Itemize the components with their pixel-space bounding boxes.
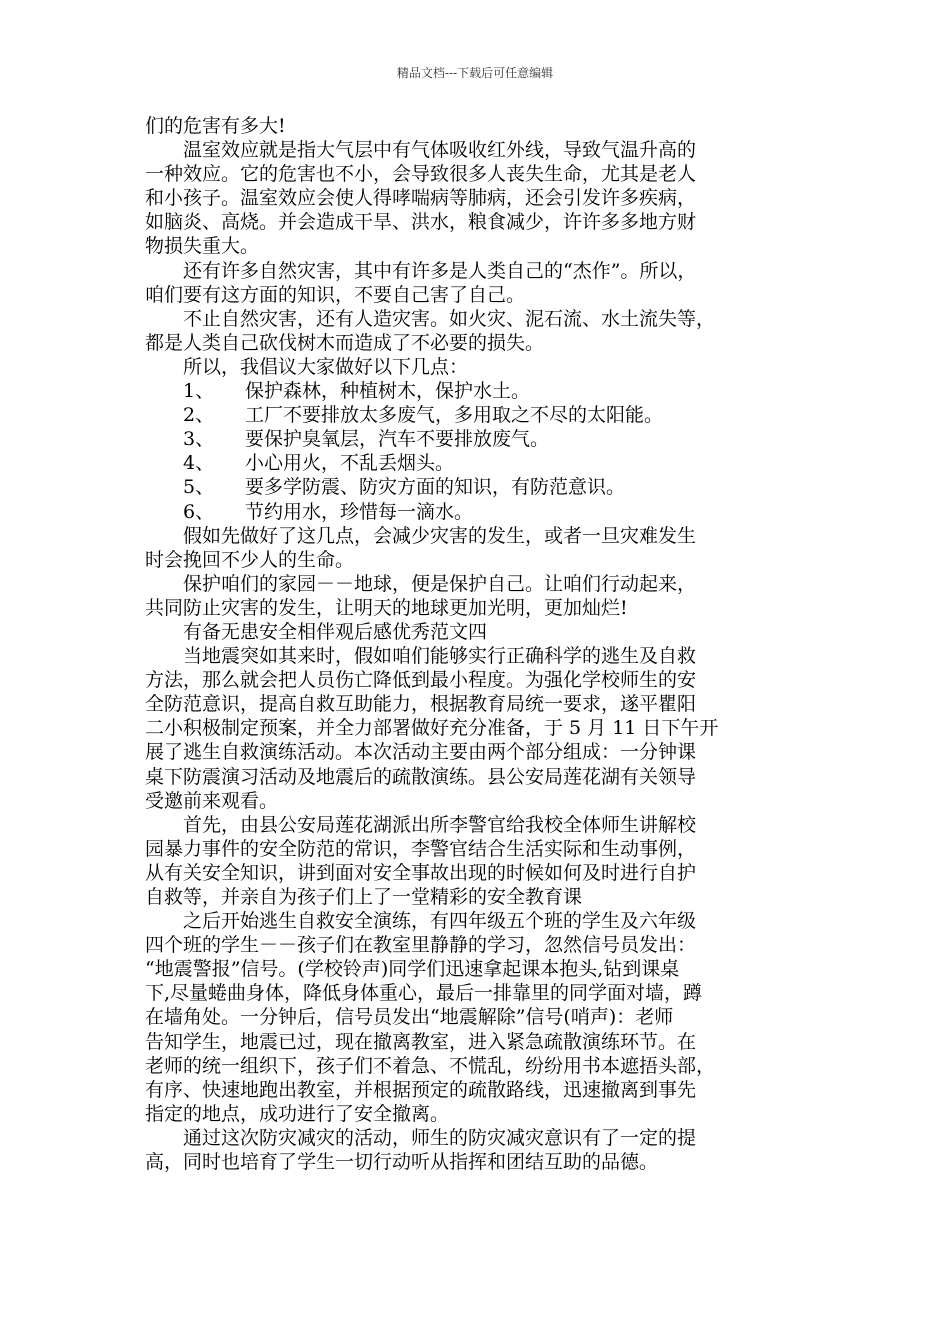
page-header: 精品文档---下载后可任意编辑: [396, 66, 554, 80]
text-line: 和小孩子。温室效应会使人得哮喘病等肺病，还会引发许多疾病，: [145, 187, 697, 210]
text-line: 老师的统一组织下，孩子们不着急、不慌乱，纷纷用书本遮捂头部，: [145, 1054, 716, 1077]
text-line: 四个班的学生－－孩子们在教室里静静的学习，忽然信号员发出：: [145, 934, 697, 957]
text-line: 指定的地点，成功进行了安全撤离。: [145, 1102, 450, 1125]
text-line: 当地震突如其来时，假如咱们能够实行正确科学的逃生及自救: [183, 645, 697, 668]
list-number: 6、: [183, 500, 215, 523]
text-line: 物损失重大。: [145, 235, 260, 258]
text-line: 保护咱们的家园－－地球，便是保护自己。让咱们行动起来，: [183, 572, 697, 595]
text-line: 通过这次防灾减灾的活动，师生的防灾减灾意识有了一定的提: [183, 1126, 697, 1149]
text-line: 咱们要有这方面的知识，不要自己害了自己。: [145, 283, 526, 306]
text-line: 有序、快速地跑出教室，并根据预定的疏散路线，迅速撤离到事先: [145, 1078, 697, 1101]
document-body: [145, 114, 815, 1174]
list-number: 3、: [183, 428, 215, 451]
text-line: 受邀前来观看。: [145, 789, 279, 812]
text-line: 桌下防震演习活动及地震后的疏散演练。县公安局莲花湖有关领导: [145, 765, 697, 788]
text-line: 温室效应就是指大气层中有气体吸收红外线，导致气温升高的: [183, 139, 697, 162]
text-line: 从有关安全知识，讲到面对安全事故出现的时候如何及时进行自护: [145, 861, 697, 884]
text-line: 都是人类自己砍伐树木而造成了不必要的损失。: [145, 331, 545, 354]
text-line: 所以，我倡议大家做好以下几点：: [183, 355, 469, 378]
text-line: 在墙角处。一分钟后，信号员发出“地震解除”信号(哨声)：老师: [145, 1006, 674, 1029]
list-number: 1、: [183, 380, 215, 403]
list-number: 2、: [183, 404, 215, 427]
text-line: 告知学生，地震已过，现在撤离教室，进入紧急疏散演练环节。在: [145, 1030, 697, 1053]
text-line: 一种效应。它的危害也不小，会导致很多人丧失生命，尤其是老人: [145, 163, 697, 186]
list-text: 节约用水，珍惜每一滴水。: [245, 500, 474, 523]
text-line: 自救等，并亲自为孩子们上了一堂精彩的安全教育课: [145, 886, 583, 908]
text-line: 下,尽量蜷曲身体，降低身体重心，最后一排靠里的同学面对墙，蹲: [145, 982, 703, 1005]
list-text: 要多学防震、防灾方面的知识，有防范意识。: [245, 476, 626, 499]
list-number: 4、: [183, 452, 215, 475]
text-line: 们的危害有多大!: [145, 115, 286, 137]
list-text: 小心用火，不乱丢烟头。: [245, 452, 455, 475]
list-item: [145, 500, 815, 524]
section-title: 有备无患安全相伴观后感优秀范文四: [183, 620, 488, 643]
text-line: 高，同时也培育了学生一切行动听从指挥和团结互助的品德。: [145, 1151, 659, 1174]
text-line: 之后开始逃生自救安全演练，有四年级五个班的学生及六年级: [183, 910, 697, 933]
text-line: 展了逃生自救演练活动。本次活动主要由两个部分组成：一分钟课: [145, 741, 697, 764]
text-line: 共同防止灾害的发生，让明天的地球更加光明，更加灿烂!: [145, 596, 628, 619]
list-item: [145, 379, 815, 403]
text-line: 园暴力事件的安全防范的常识，李警官结合生活实际和生动事例，: [145, 837, 697, 860]
text-line: 时会挽回不少人的生命。: [145, 548, 355, 571]
text-line: 如脑炎、高烧。并会造成干旱、洪水，粮食减少，许许多多地方财: [145, 211, 697, 234]
text-line: 假如先做好了这几点，会减少灾害的发生，或者一旦灾难发生: [183, 524, 697, 547]
text-line: 不止自然灾害，还有人造灾害。如火灾、泥石流、水土流失等，: [183, 307, 716, 330]
list-item: [145, 427, 815, 451]
list-text: 保护森林，种植树木，保护水土。: [245, 380, 531, 403]
text-line: 二小积极制定预案，并全力部署做好充分准备，于 5 月 11 日下午开: [145, 717, 719, 740]
list-number: 5、: [183, 476, 215, 499]
list-text: 要保护臭氧层，汽车不要排放废气。: [245, 428, 550, 451]
text-line: “地震警报”信号。(学校铃声)同学们迅速拿起课本抱头,钻到课桌: [145, 958, 680, 981]
text-line: 全防范意识，提高自救互助能力，根据教育局统一要求，遂平瞿阳: [145, 693, 697, 716]
list-item: [145, 403, 815, 427]
list-text: 工厂不要排放太多废气，多用取之不尽的太阳能。: [245, 404, 664, 427]
list-item: [145, 451, 815, 475]
text-line: 首先，由县公安局莲花湖派出所李警官给我校全体师生讲解校: [183, 813, 697, 836]
list-item: [145, 475, 815, 499]
text-line: 方法，那么就会把人员伤亡降低到最小程度。为强化学校师生的安: [145, 669, 697, 692]
text-line: 还有许多自然灾害，其中有许多是人类自己的“杰作”。所以，: [183, 259, 697, 282]
